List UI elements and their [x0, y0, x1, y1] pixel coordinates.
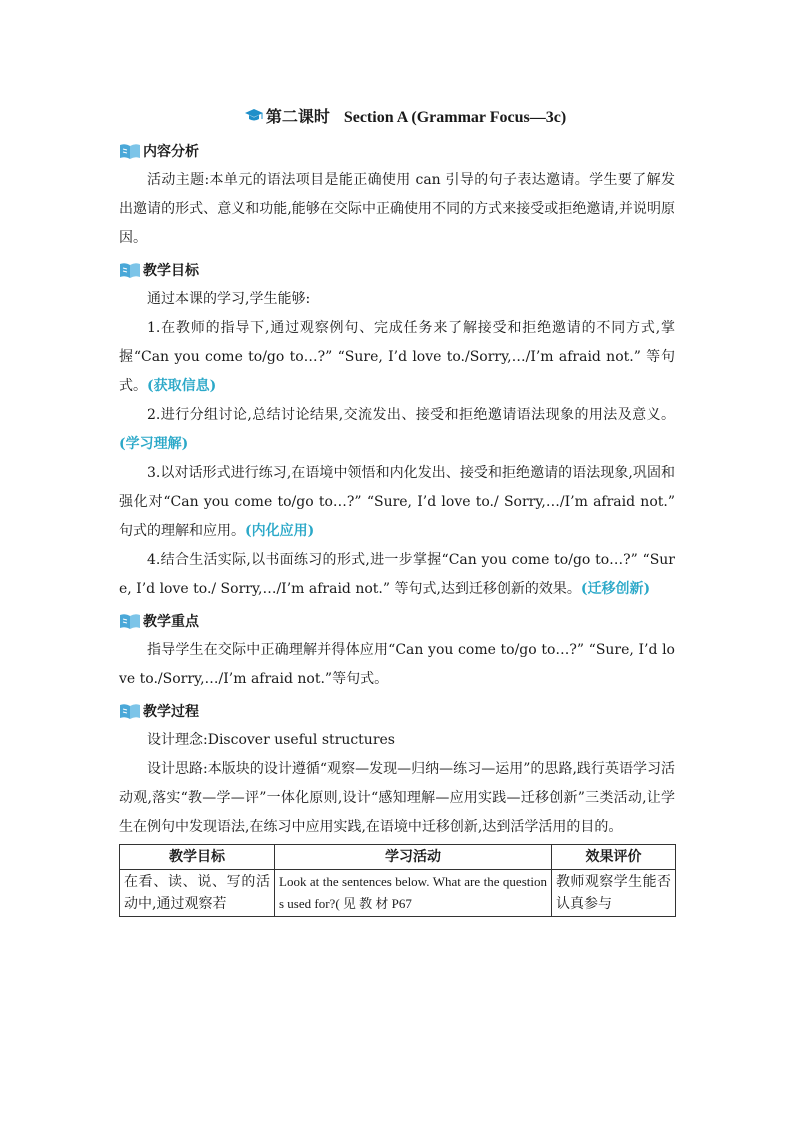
objective-item: 2.进行分组讨论,总结讨论结果,交流发出、接受和拒绝邀请语法现象的用法及意义。(学习理解) [119, 407, 675, 452]
objectives-intro: 通过本课的学习,学生能够: [147, 291, 311, 307]
table-row [120, 870, 676, 917]
section-heading-process: 教学过程 [119, 698, 675, 726]
book-icon [119, 702, 141, 730]
table-cell: 教师观察学生能否认真参与 [552, 870, 676, 917]
activity-table [119, 844, 676, 917]
key-points-text: 指导学生在交际中正确理解并得体应用“Can you come to/go to…?” “Sure, I’d love to./Sorry,…/I’m afraid not.”等句式。 [119, 642, 675, 687]
objective-item: 4.结合生活实际,以书面练习的形式,进一步掌握“Can you come to/go to…?” “Sure, I’d love to./ Sorry,…/I’m afraid not.” 等句式,达到迁移创新的效果。(迁移创新) [119, 552, 675, 597]
document-page [119, 100, 675, 917]
lesson-title-en: Section A (Grammar Focus—3c) [343, 109, 567, 126]
process-approach: 设计思路:本版块的设计遵循“观察—发现—归纳—练习—运用”的思路,践行英语学习活动观,落实“教—学—评”一体化原则,设计“感知理解—应用实践—迁移创新”三类活动,让学生在例句中发现语法,在练习中应用实践,在语境中迁移创新,达到活学活用的目的。 [119, 761, 675, 835]
table-header: 效果评价 [552, 845, 676, 870]
table-header-row [120, 845, 676, 870]
book-icon [119, 142, 141, 170]
objective-item: 1.在教师的指导下,通过观察例句、完成任务来了解接受和拒绝邀请的不同方式,掌握“Can you come to/go to…?” “Sure, I’d love to./Sorry,…/I’m afraid not.” 等句式。(获取信息) [119, 320, 675, 394]
table-cell: Look at the sentences below. What are the questions used for?( 见 教 材 P67 [275, 870, 552, 917]
section-heading-content-analysis: 内容分析 [119, 138, 675, 166]
lesson-title [135, 100, 675, 134]
section-heading-objectives: 教学目标 [119, 257, 675, 285]
book-icon [119, 261, 141, 289]
content-analysis-text: 活动主题:本单元的语法项目是能正确使用 can 引导的句子表达邀请。学生要了解发出邀请的形式、意义和功能,能够在交际中正确使用不同的方式来接受或拒绝邀请,并说明原因。 [119, 172, 675, 246]
process-concept: 设计理念:Discover useful structures [147, 732, 395, 748]
objective-item: 3.以对话形式进行练习,在语境中领悟和内化发出、接受和拒绝邀请的语法现象,巩固和强化对“Can you come to/go to…?” “Sure, I’d love to./ Sorry,…/I’m afraid not.” 句式的理解和应用。(内化应用) [119, 465, 675, 539]
table-header: 教学目标 [120, 845, 275, 870]
table-cell: 在看、读、说、写的活动中,通过观察若 [120, 870, 275, 917]
lesson-title-cn: 第二课时 [265, 107, 330, 126]
table-header: 学习活动 [275, 845, 552, 870]
book-icon [119, 612, 141, 640]
graduation-cap-icon [244, 102, 264, 136]
section-heading-key-points: 教学重点 [119, 608, 675, 636]
